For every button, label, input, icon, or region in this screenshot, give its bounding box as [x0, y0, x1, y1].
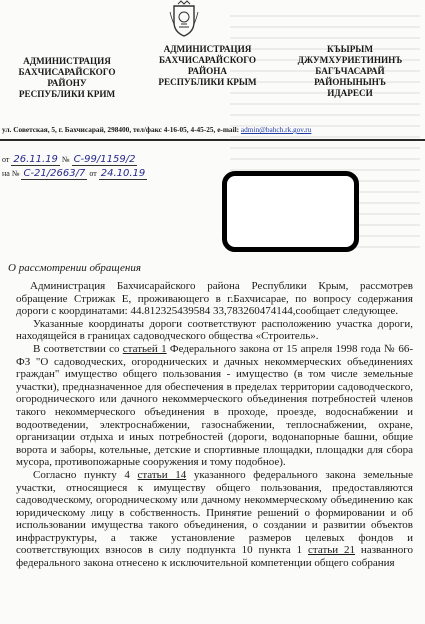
law-article-14-link[interactable]: статьи 14 [137, 468, 187, 481]
header-center-block [140, 44, 275, 88]
paragraph-4-text: Согласно пункту 4 [33, 468, 138, 481]
paragraph-1: Администрация Бахчисарайского района Республики Крым, рассмотрев обращение Стрижак Е, проживающего в г.Бахчисарае, по вопросу содержания дороги с координатами: 44.812325439584 33,783260474144,сообщает следующее. [16, 280, 413, 318]
incoming-reference [2, 168, 147, 179]
letter-body [16, 280, 413, 570]
incoming-date: 24.10.19 [100, 168, 146, 179]
address-text: ул. Советская, 5, г. Бахчисарай, 298400, тел/факс 4-16-05, 4-45-25, e-mail: [2, 125, 241, 134]
paragraph-3-text: В соответствии со [33, 342, 123, 355]
header-left-line: РЕСПУБЛИКИ КРИМ [18, 89, 116, 99]
header-right-line: БАГЪЧАСАРАЙ [315, 66, 385, 76]
header-center-line: РЕСПУБЛИКИ КРЫМ [158, 77, 257, 87]
header-right-line: ИДАРЕСИ [327, 88, 373, 98]
law-article-1-link[interactable]: статьей 1 [122, 342, 167, 355]
reply-to-label: на № [2, 169, 20, 178]
letter-subject: О рассмотрении обращения [8, 262, 141, 274]
header-right-block [280, 44, 420, 99]
outgoing-number: С-99/1159/2 [73, 154, 136, 165]
paragraph-4-text: указанного федерального закона земельные участки, относящиеся к имуществу общего пользования, предоставляются садоводческому, огородническому или дачному некоммерческому объединению как юридическому лицу в собственность. Принятие решений о формировании и об использовании имущества такого объединения, о создании и развитии объектов инфраструктуры, а также установление размеров целевых фондов и соответствующих взносов в силу подпункта 10 пункта 1 [16, 468, 413, 557]
header-center-line: РАЙОНА [187, 66, 228, 76]
header-left-line: АДМИНИСТРАЦИЯ [23, 56, 111, 66]
header-left-line: РАЙОНУ [47, 78, 87, 88]
header-divider [0, 139, 425, 141]
email-link[interactable]: admin@bahch.rk.gov.ru [240, 125, 312, 134]
paragraph-3-text: Федерального закона от 15 апреля 1998 года № 66-ФЗ "О садоводческих, огороднических и дачных некоммерческих объединениях граждан" имущество общего пользования - имущество (в том числе земельные участки), предназначенное для обеспечения в пределах территории садоводческого, огороднического или дачного некоммерческого объединения потребностей членов такого некоммерческого объединения в проходе, проезде, водоснабжении и водоотведении, электроснабжении, газоснабжении, теплоснабжении, охране, организации отдыха и иных потребностей (дороги, водонапорные башни, общие ворота и заборы, котельные, детские и спортивные площадки, площадки для сбора мусора, противопожарные сооружения и тому подобное). [16, 342, 414, 469]
law-article-21-link[interactable]: статьи 21 [308, 544, 356, 557]
from-label: от [2, 155, 10, 164]
header-center-line: АДМИНИСТРАЦИЯ [163, 44, 252, 54]
paragraph-2: Указанные координаты дороги соответствуют расположению участка дороги, находящейся в границах садоводческого общества «Строитель». [16, 317, 413, 343]
contact-line [2, 125, 422, 134]
outgoing-date: 26.11.19 [13, 154, 58, 165]
paragraph-3 [16, 343, 413, 469]
header-left-line: БАХЧИСАРАЙСКОГО [18, 67, 116, 77]
header-left-block [8, 56, 126, 100]
paragraph-4-text: названного федерального закона отнесено к исключительной компетенции общего собрания [16, 544, 413, 570]
header-center-line: БАХЧИСАРАЙСКОГО [158, 55, 257, 65]
outgoing-registration [2, 154, 137, 165]
redaction-box [222, 171, 359, 252]
number-label: № [61, 155, 70, 164]
incoming-number: С-21/2663/7 [23, 168, 86, 179]
header-right-line: РАЙОНЫНЫНЪ [314, 77, 386, 87]
coat-of-arms-emblem [168, 0, 200, 38]
paragraph-4 [16, 469, 413, 570]
header-right-line: ДЖУМХУРИЕТИНИНЪ [297, 55, 403, 65]
header-right-line: КЪЫРЫМ [326, 44, 374, 54]
reply-from-label: от [89, 169, 97, 178]
